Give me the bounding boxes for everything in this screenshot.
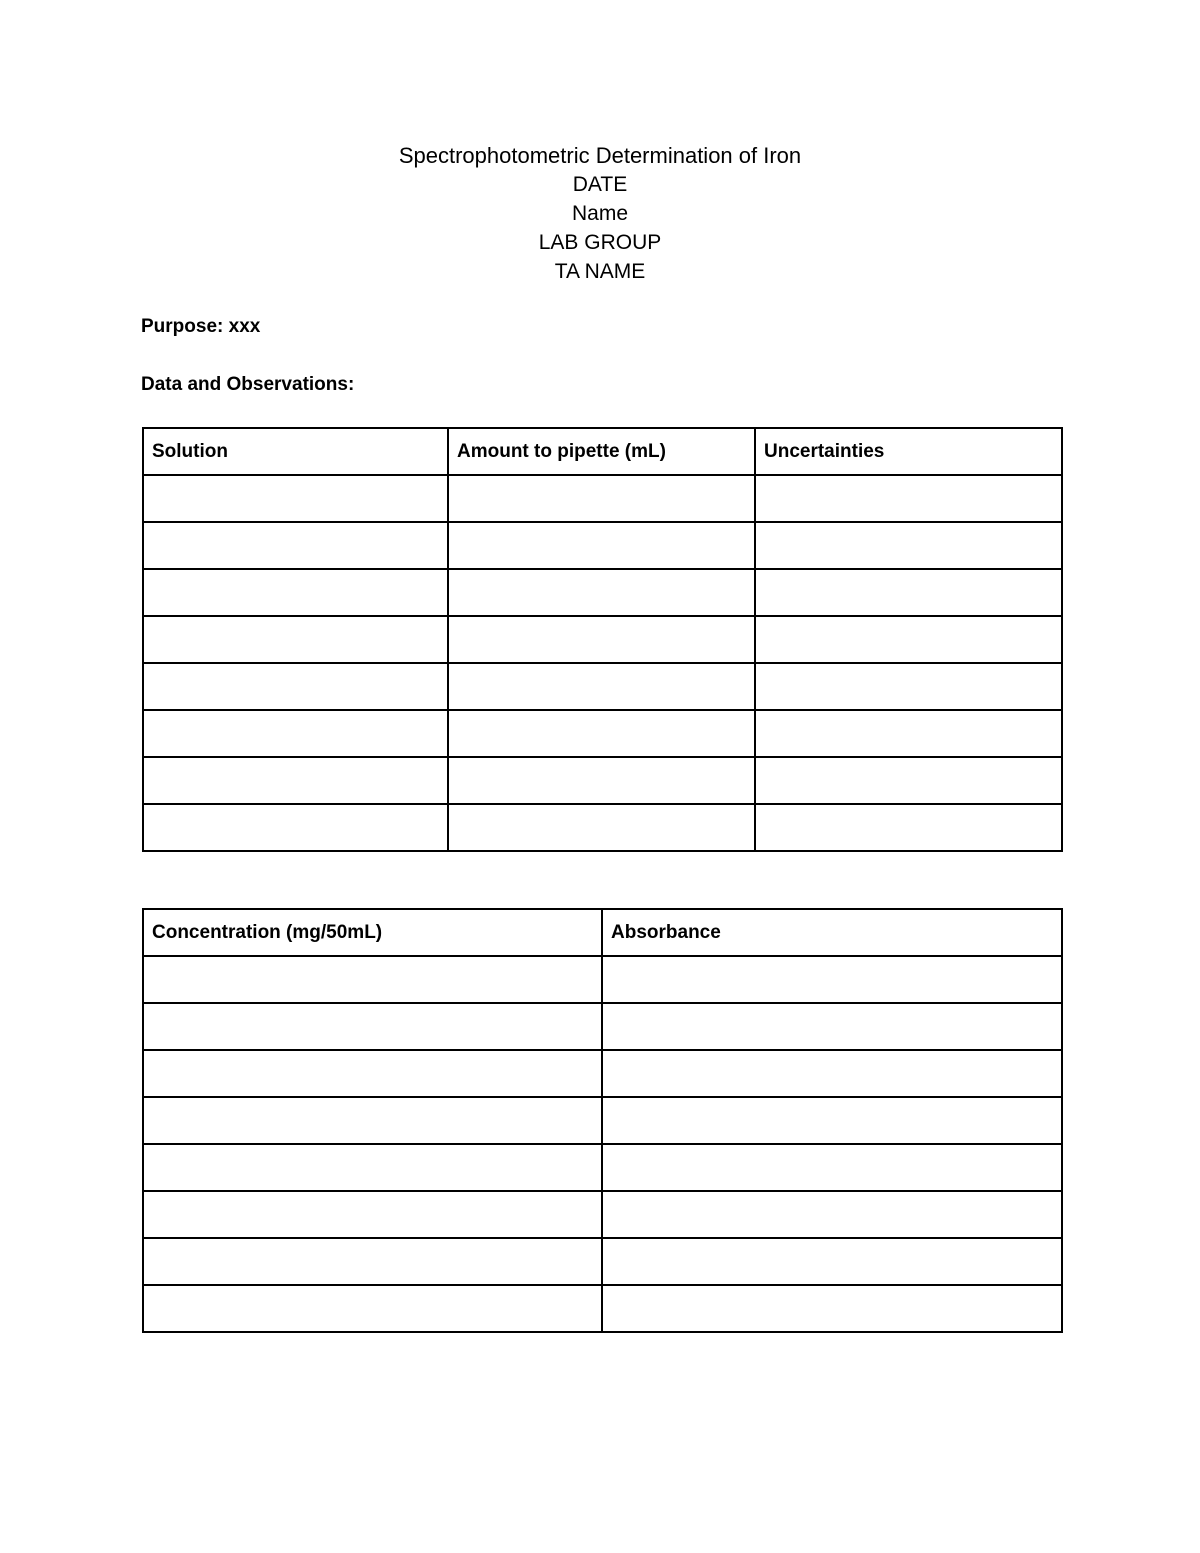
table-row: [143, 1144, 1062, 1191]
table-cell[interactable]: [602, 1144, 1062, 1191]
purpose-label: Purpose:: [141, 316, 224, 337]
table-row: [143, 569, 1062, 616]
table-cell[interactable]: [448, 663, 755, 710]
table-row: [143, 757, 1062, 804]
table-row: [143, 956, 1062, 1003]
table-cell[interactable]: [602, 1238, 1062, 1285]
table-row: [143, 1191, 1062, 1238]
pipette-table: [142, 427, 1063, 852]
table-row: [143, 1050, 1062, 1097]
column-header-concentration: Concentration (mg/50mL): [143, 909, 602, 956]
table-cell[interactable]: [143, 475, 448, 522]
table-cell[interactable]: [755, 757, 1062, 804]
table-cell[interactable]: [755, 522, 1062, 569]
table-cell[interactable]: [448, 804, 755, 851]
table-cell[interactable]: [602, 1097, 1062, 1144]
table-cell[interactable]: [602, 956, 1062, 1003]
table-cell[interactable]: [143, 1191, 602, 1238]
table-cell[interactable]: [448, 569, 755, 616]
table-cell[interactable]: [755, 569, 1062, 616]
table-cell[interactable]: [143, 1003, 602, 1050]
table-row: [143, 1238, 1062, 1285]
table-row: [143, 804, 1062, 851]
document-header: [0, 141, 1200, 286]
table-cell[interactable]: [755, 804, 1062, 851]
table-cell[interactable]: [143, 663, 448, 710]
table-cell[interactable]: [143, 757, 448, 804]
table-cell[interactable]: [143, 1144, 602, 1191]
table-cell[interactable]: [448, 522, 755, 569]
table-header-row: [143, 909, 1062, 956]
table-cell[interactable]: [143, 956, 602, 1003]
table-cell[interactable]: [448, 475, 755, 522]
table-cell[interactable]: [143, 616, 448, 663]
column-header-amount: Amount to pipette (mL): [448, 428, 755, 475]
column-header-absorbance: Absorbance: [602, 909, 1062, 956]
table-cell[interactable]: [448, 757, 755, 804]
table-cell[interactable]: [143, 1285, 602, 1332]
table-cell[interactable]: [143, 1050, 602, 1097]
date-field: DATE: [572, 173, 628, 196]
table-cell[interactable]: [143, 710, 448, 757]
table-row: [143, 710, 1062, 757]
data-observations-heading: Data and Observations:: [141, 374, 355, 395]
table-cell[interactable]: [143, 804, 448, 851]
table-cell[interactable]: [143, 522, 448, 569]
table-cell[interactable]: [602, 1191, 1062, 1238]
ta-name-field: TA NAME: [554, 260, 646, 283]
table-row: [143, 616, 1062, 663]
table-cell[interactable]: [755, 475, 1062, 522]
column-header-solution: Solution: [143, 428, 448, 475]
document-title: Spectrophotometric Determination of Iron: [398, 143, 802, 168]
table-cell[interactable]: [143, 569, 448, 616]
table-cell[interactable]: [602, 1285, 1062, 1332]
purpose-line: [141, 316, 260, 338]
purpose-value: xxx: [228, 316, 261, 337]
column-header-uncertainties: Uncertainties: [755, 428, 1062, 475]
table-cell[interactable]: [448, 616, 755, 663]
table-row: [143, 475, 1062, 522]
table-row: [143, 522, 1062, 569]
table-header-row: [143, 428, 1062, 475]
table-cell[interactable]: [755, 710, 1062, 757]
table-cell[interactable]: [755, 616, 1062, 663]
table-row: [143, 663, 1062, 710]
name-field: Name: [571, 202, 629, 225]
table-row: [143, 1285, 1062, 1332]
table-cell[interactable]: [448, 710, 755, 757]
table-row: [143, 1097, 1062, 1144]
table-cell[interactable]: [143, 1238, 602, 1285]
absorbance-table: [142, 908, 1063, 1333]
table-cell[interactable]: [143, 1097, 602, 1144]
table-cell[interactable]: [602, 1003, 1062, 1050]
lab-group-field: LAB GROUP: [538, 231, 662, 254]
table-row: [143, 1003, 1062, 1050]
table-cell[interactable]: [602, 1050, 1062, 1097]
table-cell[interactable]: [755, 663, 1062, 710]
